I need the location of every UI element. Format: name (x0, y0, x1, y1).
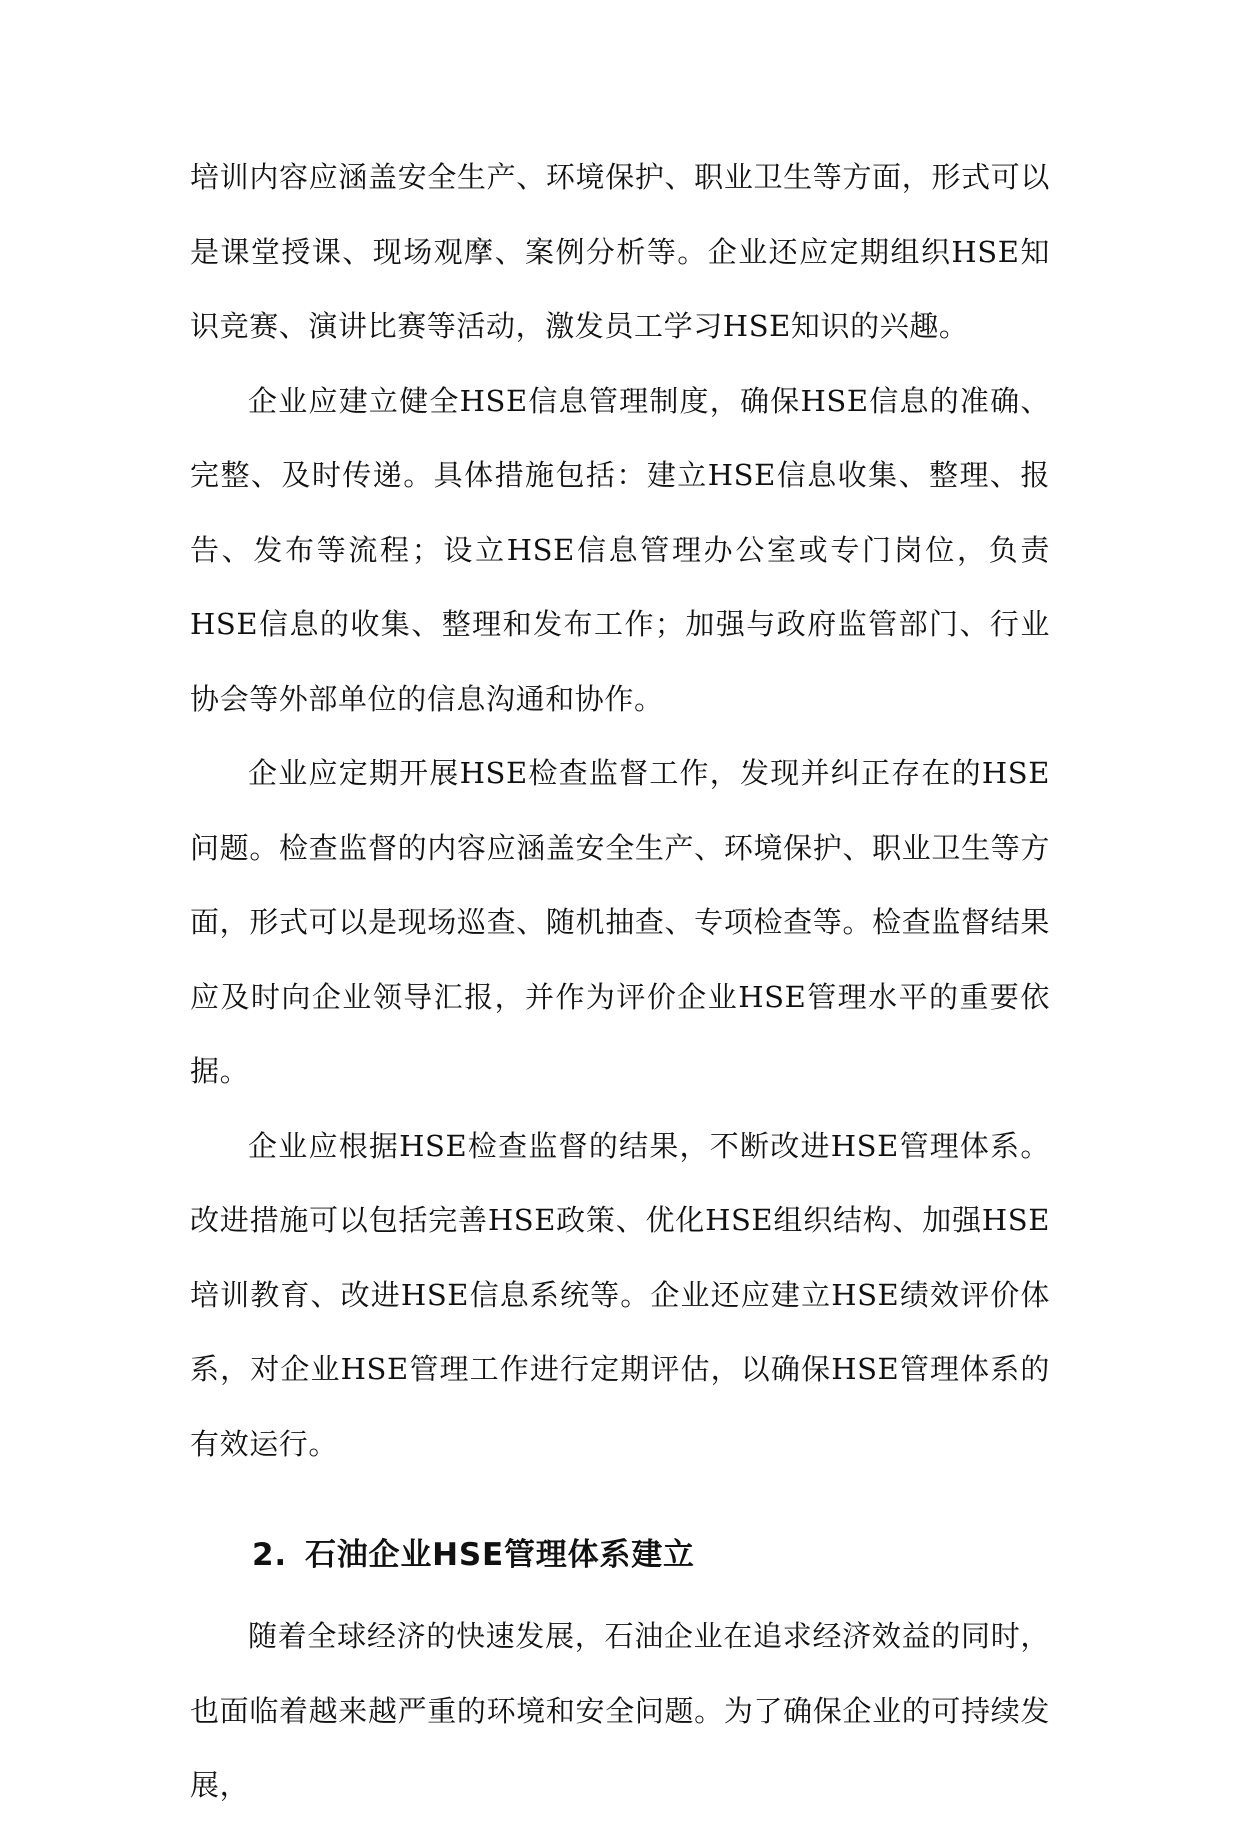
paragraph-continuous-improvement: 企业应根据HSE检查监督的结果，不断改进HSE管理体系。改进措施可以包括完善HSE政策、优化HSE组织结构、加强HSE培训教育、改进HSE信息系统等。企业还应建立HSE绩效评价体系，对企业HSE管理工作进行定期评估，以确保HSE管理体系的有效运行。 (190, 1128, 1050, 1461)
paragraph-section-intro: 随着全球经济的快速发展，石油企业在追求经济效益的同时，也面临着越来越严重的环境和安全问题。为了确保企业的可持续发展， (190, 1619, 1050, 1802)
section-title: 石油企业HSE管理体系建立 (304, 1537, 695, 1573)
paragraph-training-content: 培训内容应涵盖安全生产、环境保护、职业卫生等方面，形式可以是课堂授课、现场观摩、案例分析等。企业还应定期组织HSE知识竞赛、演讲比赛等活动，激发员工学习HSE知识的兴趣。 (190, 160, 1050, 343)
paragraph-inspection-supervision: 企业应定期开展HSE检查监督工作，发现并纠正存在的HSE问题。检查监督的内容应涵盖安全生产、环境保护、职业卫生等方面，形式可以是现场巡查、随机抽查、专项检查等。检查监督结果应及时向企业领导汇报，并作为评价企业HSE管理水平的重要依据。 (190, 756, 1050, 1088)
paragraph-info-management: 企业应建立健全HSE信息管理制度，确保HSE信息的准确、完整、及时传递。具体措施包括：建立HSE信息收集、整理、报告、发布等流程；设立HSE信息管理办公室或专门岗位，负责HSE信息的收集、整理和发布工作；加强与政府监管部门、行业协会等外部单位的信息沟通和协作。 (190, 383, 1050, 716)
document-body (190, 140, 1050, 1823)
section-number: 2. (252, 1537, 287, 1573)
section-heading (190, 1525, 1050, 1585)
